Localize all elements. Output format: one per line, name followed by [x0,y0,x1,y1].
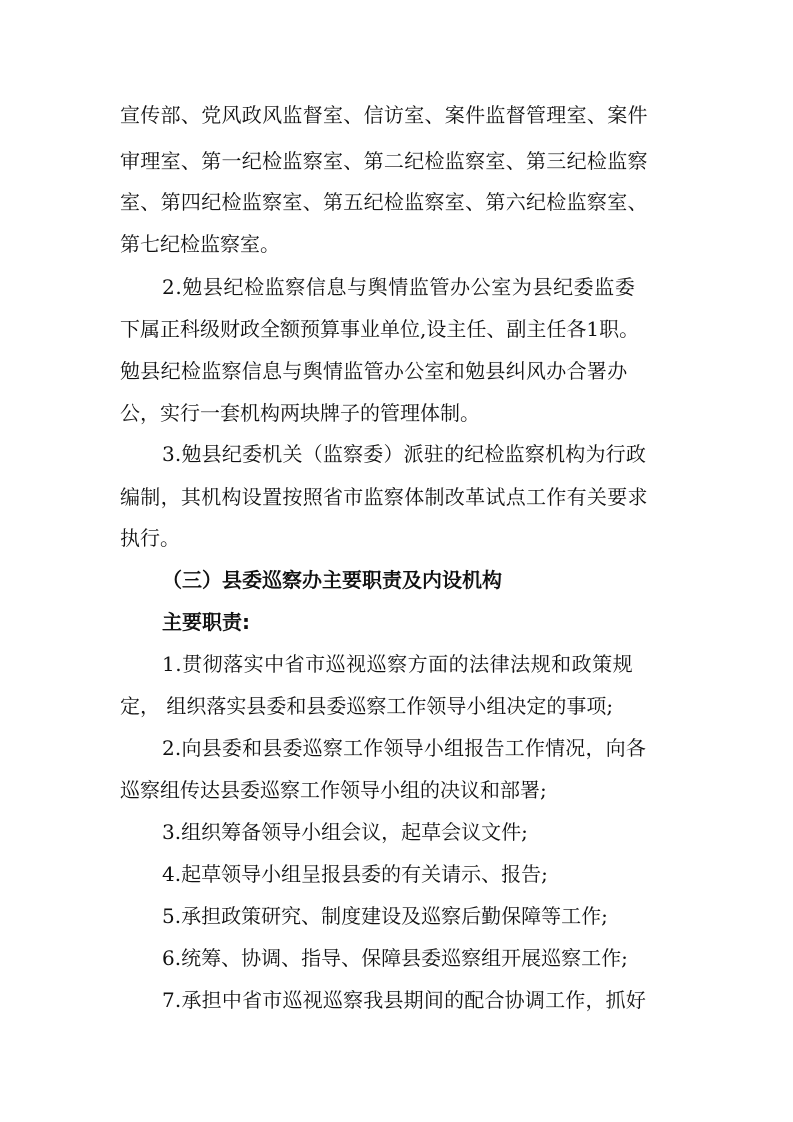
text-line: 执行。 [120,526,180,550]
section-heading: （三）县委巡察办主要职责及内设机构 [162,568,502,592]
text-line: 7.承担中省市巡视巡察我县期间的配合协调工作，抓好 [162,988,647,1012]
text-line: 审理室、第一纪检监察室、第二纪检监察室、第三纪检监察 [120,149,648,173]
text-line: 4.起草领导小组呈报县委的有关请示、报告; [162,862,548,886]
text-line: 公，实行一套机构两块牌子的管理体制。 [120,401,480,425]
text-line: 3.勉县纪委机关（监察委）派驻的纪检监察机构为行政 [162,442,647,466]
text-line: 编制，其机构设置按照省市监察体制改革试点工作有关要求 [120,485,648,509]
text-line: 2.向县委和县委巡察工作领导小组报告工作情况，向各 [162,736,647,760]
text-line: 巡察组传达县委巡察工作领导小组的决议和部署; [120,778,547,802]
text-line: 6.统筹、协调、指导、保障县委巡察组开展巡察工作; [162,946,628,970]
text-line: 1.贯彻落实中省市巡视巡察方面的法律法规和政策规 [162,652,634,676]
text-line: 第七纪检监察室。 [120,232,280,256]
text-line: 室、第四纪检监察室、第五纪检监察室、第六纪检监察室、 [120,190,648,214]
text-line: 5.承担政策研究、制度建设及巡察后勤保障等工作; [162,904,608,928]
text-line: 2.勉县纪检监察信息与舆情监管办公室为县纪委监委 [162,275,636,299]
text-line: 3.组织筹备领导小组会议，起草会议文件; [162,820,528,844]
sub-heading: 主要职责: [162,610,250,634]
text-line: 下属正科级财政全额预算事业单位,设主任、副主任各1职。 [120,317,640,341]
text-line: 定， 组织落实县委和县委巡察工作领导小组决定的事项; [120,694,614,718]
text-line: 宣传部、党风政风监督室、信访室、案件监督管理室、案件 [120,103,648,127]
text-line: 勉县纪检监察信息与舆情监管办公室和勉县纠风办合署办 [120,359,628,383]
